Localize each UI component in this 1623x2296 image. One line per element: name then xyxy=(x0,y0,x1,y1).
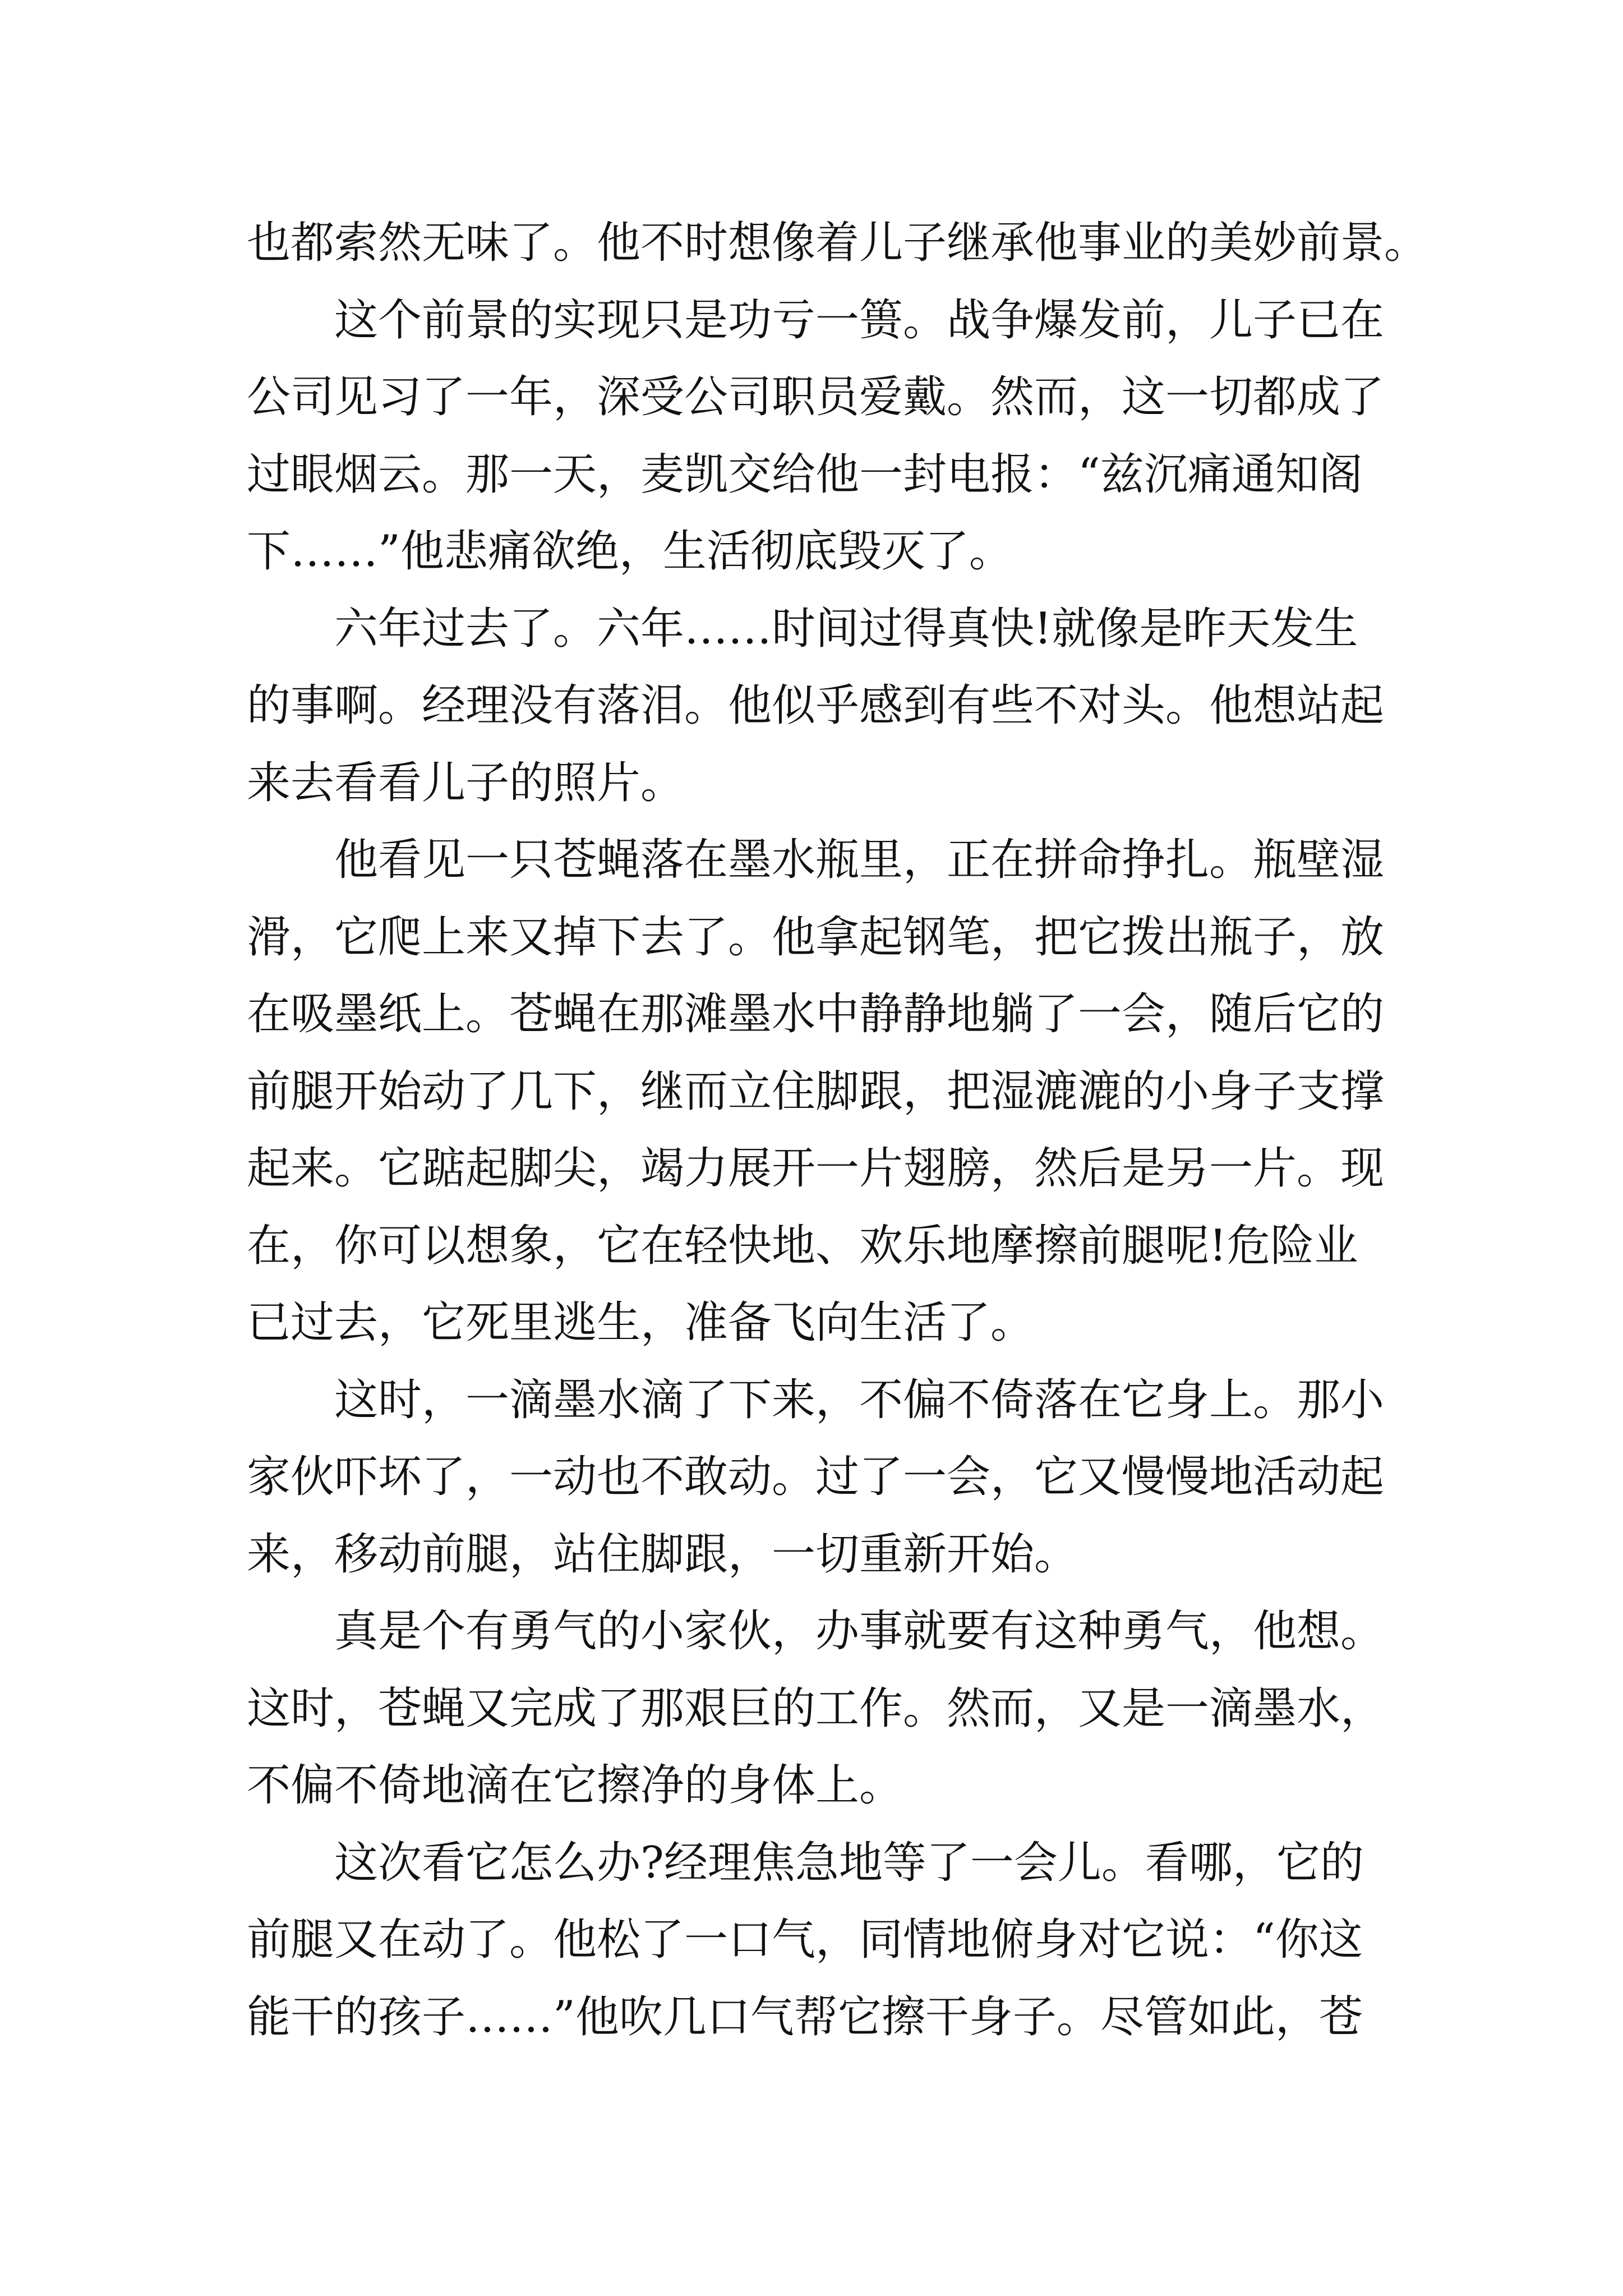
paragraph xyxy=(247,1362,1537,1594)
text-line: 他看见一只苍蝇落在墨水瓶里，正在拼命挣扎。瓶壁湿 xyxy=(334,835,1385,885)
text-line: 能干的孩子……”他吹几口气帮它擦干身子。尽管如此，苍 xyxy=(247,1991,1363,2042)
text-line: 起来。它踮起脚尖，竭力展开一片翅膀，然后是另一片。现 xyxy=(247,1143,1385,1194)
text-line: 在吸墨纸上。苍蝇在那滩墨水中静静地躺了一会，随后它的 xyxy=(247,989,1385,1039)
text-line: 这时，一滴墨水滴了下来，不偏不倚落在它身上。那小 xyxy=(334,1374,1385,1425)
text-line: 这次看它怎么办?经理焦急地等了一会儿。看哪，它的 xyxy=(334,1837,1364,1888)
text-line: 不偏不倚地滴在它擦净的身体上。 xyxy=(247,1760,903,1811)
text-line: 这个前景的实现只是功亏一篑。战争爆发前，儿子已在 xyxy=(334,295,1385,346)
paragraph xyxy=(247,822,1537,1362)
paragraph xyxy=(247,1825,1537,2056)
text-line: 前腿开始动了几下，继而立住脚跟，把湿漉漉的小身子支撑 xyxy=(247,1066,1385,1117)
text-line: 来去看看儿子的照片。 xyxy=(247,757,685,808)
text-line: 过眼烟云。那一天，麦凯交给他一封电报：“兹沉痛通知阁 xyxy=(247,449,1363,500)
text-line: 在，你可以想象，它在轻快地、欢乐地摩擦前腿呢!危险业 xyxy=(247,1220,1358,1271)
paragraph xyxy=(247,591,1537,822)
text-line: 六年过去了。六年……时间过得真快!就像是昨天发生 xyxy=(334,603,1358,654)
text-line: 来，移动前腿，站住脚跟，一切重新开始。 xyxy=(247,1529,1078,1580)
text-line: 这时，苍蝇又完成了那艰巨的工作。然而，又是一滴墨水， xyxy=(247,1683,1385,1734)
text-line: 滑，它爬上来又掉下去了。他拿起钢笔，把它拨出瓶子，放 xyxy=(247,912,1385,963)
text-line: 家伙吓坏了，一动也不敢动。过了一会，它又慢慢地活动起 xyxy=(247,1452,1385,1502)
text-line: 真是个有勇气的小家伙，办事就要有这种勇气，他想。 xyxy=(334,1606,1385,1657)
body-text xyxy=(247,205,1537,2056)
paragraph xyxy=(247,282,1537,591)
text-line: 公司见习了一年，深受公司职员爱戴。然而，这一切都成了 xyxy=(247,372,1385,422)
paragraph-continued xyxy=(247,205,1537,282)
text-line: 的事啊。经理没有落泪。他似乎感到有些不对头。他想站起 xyxy=(247,680,1385,731)
text-line: 下……”他悲痛欲绝，生活彻底毁灭了。 xyxy=(247,526,1013,577)
text-line: 也都索然无味了。他不时想像着儿子继承他事业的美妙前景。 xyxy=(247,218,1428,268)
paragraph xyxy=(247,1593,1537,1825)
text-line: 已过去，它死里逃生，准备飞向生活了。 xyxy=(247,1297,1035,1348)
text-line: 前腿又在动了。他松了一口气，同情地俯身对它说：“你这 xyxy=(247,1915,1363,1965)
